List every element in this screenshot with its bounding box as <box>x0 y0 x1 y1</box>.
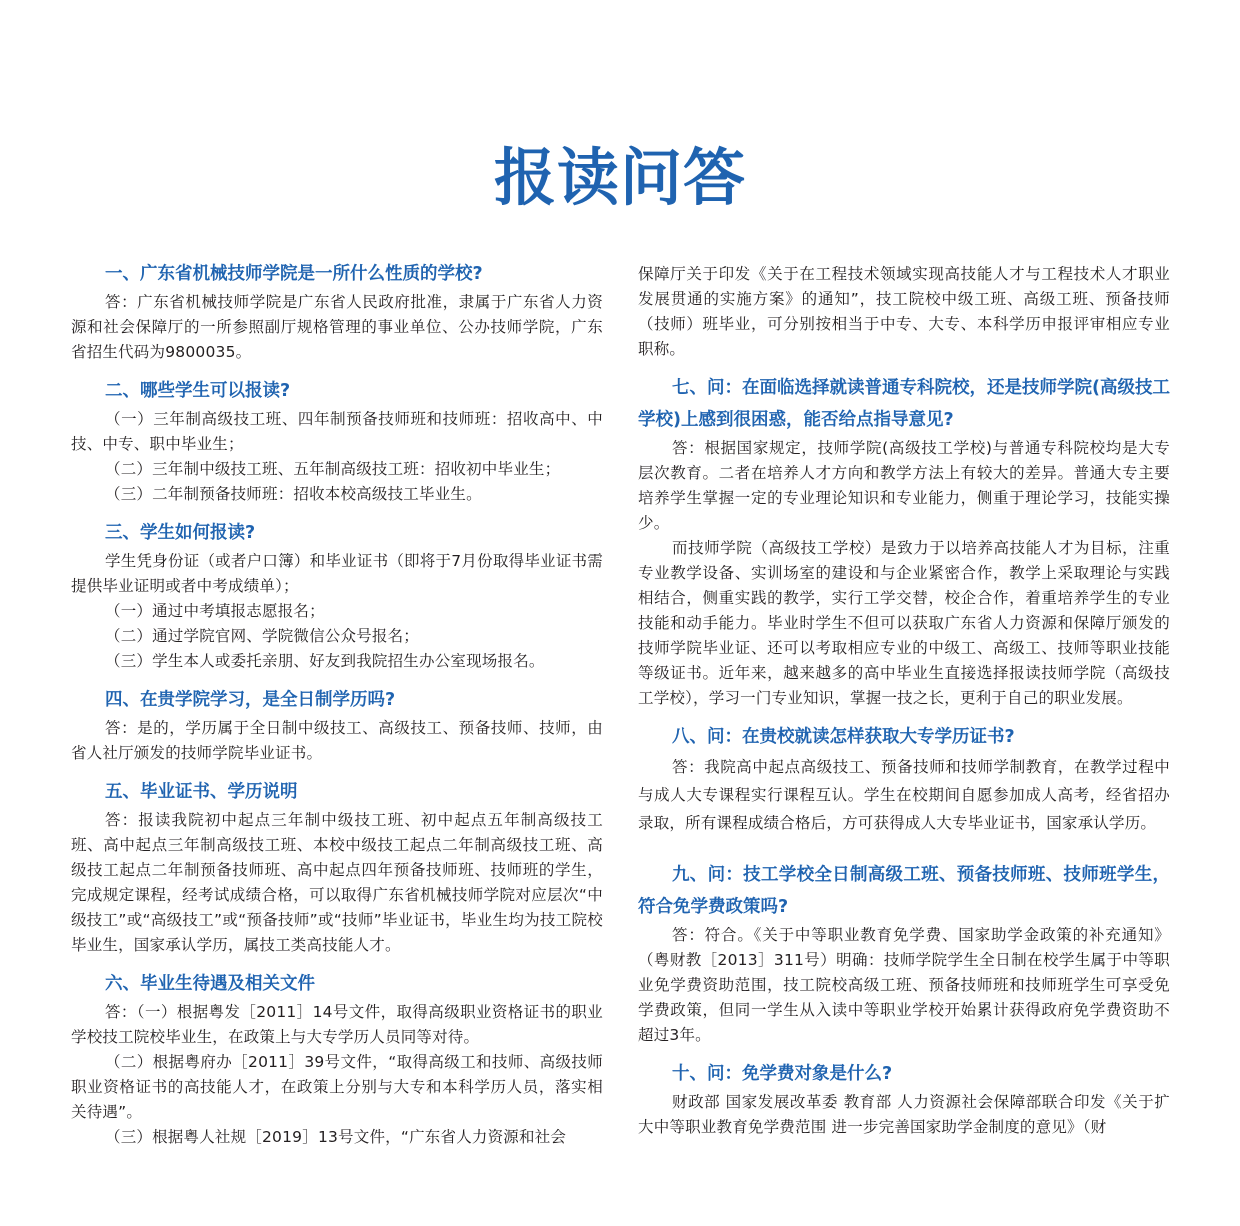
section-heading: 四、在贵学院学习，是全日制学历吗? <box>105 690 396 710</box>
paragraph: 答：报读我院初中起点三年制中级技工班、初中起点五年制高级技工班、高中起点三年制高级技工班、本校中级技工起点二年制高级技工班、高级技工起点二年制预备技师班、高中起点四年预备技师班、技师班的学生，完成规定课程，经考试成绩合格，可以取得广东省机械技师学院对应层次“中级技工”或“高级技工”或“预备技师”或“技师”毕业证书，毕业生均为技工院校毕业生，国家承认学历，属技工类高技能人才。 <box>71 811 603 954</box>
paragraph: 答：根据国家规定，技师学院(高级技工学校)与普通专科院校均是大专层次教育。二者在培养人才方向和教学方法上有较大的差异。普通大专主要培养学生掌握一定的专业理论知识和专业能力，侧重于理论学习，技能实操少。 <box>638 439 1170 532</box>
paragraph: （三）根据粤人社规［2019］13号文件，“广东省人力资源和社会 <box>105 1128 567 1146</box>
paragraph: 而技师学院（高级技工学校）是致力于以培养高技能人才为目标，注重专业教学设备、实训场室的建设和与企业紧密合作，教学上采取理论与实践相结合，侧重实践的教学，实行工学交替，校企合作，着重培养学生的专业技能和动手能力。毕业时学生不但可以获取广东省人力资源和保障厅颁发的技师学院毕业证、还可以考取相应专业的中级工、高级工、技师等职业技能等级证书。近年来，越来越多的高中毕业生直接选择报读技师学院（高级技工学校），学习一门专业知识，掌握一技之长，更利于自己的职业发展。 <box>638 539 1170 707</box>
section-1 <box>71 258 603 365</box>
section-7 <box>638 372 1170 711</box>
section-heading: 三、学生如何报读? <box>105 523 256 543</box>
section-6-continuation <box>638 262 1170 362</box>
section-10 <box>638 1058 1170 1140</box>
paragraph: （一）三年制高级技工班、四年制预备技师班和技师班：招收高中、中技、中专、职中毕业生； <box>71 410 603 453</box>
section-3 <box>71 517 603 674</box>
paragraph: （三）学生本人或委托亲朋、好友到我院招生办公室现场报名。 <box>105 652 545 670</box>
section-4 <box>71 684 603 766</box>
paragraph: 保障厅关于印发《关于在工程技术领域实现高技能人才与工程技术人才职业发展贯通的实施方案》的通知”，技工院校中级工班、高级工班、预备技师（技师）班毕业，可分别按相当于中专、大专、本科学历申报评审相应专业职称。 <box>638 265 1170 358</box>
page-title: 报读问答 <box>493 141 746 214</box>
left-column <box>71 258 603 1160</box>
paragraph: 答：符合。《关于中等职业教育免学费、国家助学金政策的补充通知》（粤财教［2013］311号）明确：技师学院学生全日制在校学生属于中等职业免学费资助范围，技工院校高级工班、预备技师班和技师班学生可享受免学费政策，但同一学生从入读中等职业学校开始累计获得政府免学费资助不超过3年。 <box>638 926 1170 1044</box>
section-heading: 五、毕业证书、学历说明 <box>105 782 298 802</box>
paragraph: （二）根据粤府办［2011］39号文件，“取得高级工和技师、高级技师职业资格证书的高技能人才，在政策上分别与大专和本科学历人员，落实相关待遇”。 <box>71 1053 603 1121</box>
section-heading: 一、广东省机械技师学院是一所什么性质的学校? <box>105 264 483 284</box>
paragraph: 财政部 国家发展改革委 教育部 人力资源社会保障部联合印发《关于扩大中等职业教育免学费范围 进一步完善国家助学金制度的意见》（财 <box>638 1093 1170 1136</box>
paragraph: 答：广东省机械技师学院是广东省人民政府批准，隶属于广东省人力资源和社会保障厅的一所参照副厅规格管理的事业单位、公办技师学院，广东省招生代码为9800035。 <box>71 293 603 361</box>
paragraph: 学生凭身份证（或者户口簿）和毕业证书（即将于7月份取得毕业证书需提供毕业证明或者中考成绩单）； <box>71 552 603 595</box>
section-heading: 七、问：在面临选择就读普通专科院校，还是技师学院(高级技工学校)上感到很困惑，能否给点指导意见? <box>638 378 1170 430</box>
section-heading: 八、问：在贵校就读怎样获取大专学历证书? <box>672 727 1015 747</box>
paragraph: 答：是的，学历属于全日制中级技工、高级技工、预备技师、技师，由省人社厅颁发的技师学院毕业证书。 <box>71 719 603 762</box>
right-column <box>638 262 1170 1150</box>
section-6 <box>71 968 603 1150</box>
section-heading: 二、哪些学生可以报读? <box>105 381 291 401</box>
paragraph: 答：我院高中起点高级技工、预备技师和技师学制教育，在教学过程中与成人大专课程实行课程互认。学生在校期间自愿参加成人高考，经省招办录取，所有课程成绩合格后，方可获得成人大专毕业证书，国家承认学历。 <box>638 758 1170 832</box>
paragraph: （二）通过学院官网、学院微信公众号报名； <box>105 627 420 645</box>
section-heading: 十、问：免学费对象是什么? <box>672 1064 893 1084</box>
section-2 <box>71 375 603 507</box>
section-9 <box>638 859 1170 1048</box>
paragraph: （二）三年制中级技工班、五年制高级技工班：招收初中毕业生； <box>105 460 561 478</box>
section-heading: 六、毕业生待遇及相关文件 <box>105 974 315 994</box>
paragraph: 答：（一）根据粤发［2011］14号文件，取得高级职业资格证书的职业学校技工院校毕业生，在政策上与大专学历人员同等对待。 <box>71 1003 603 1046</box>
section-heading: 九、问：技工学校全日制高级工班、预备技师班、技师班学生，符合免学费政策吗? <box>638 865 1170 917</box>
section-8 <box>638 721 1170 837</box>
paragraph: （三）二年制预备技师班：招收本校高级技工毕业生。 <box>105 485 482 503</box>
section-5 <box>71 776 603 958</box>
paragraph: （一）通过中考填报志愿报名； <box>105 602 325 620</box>
